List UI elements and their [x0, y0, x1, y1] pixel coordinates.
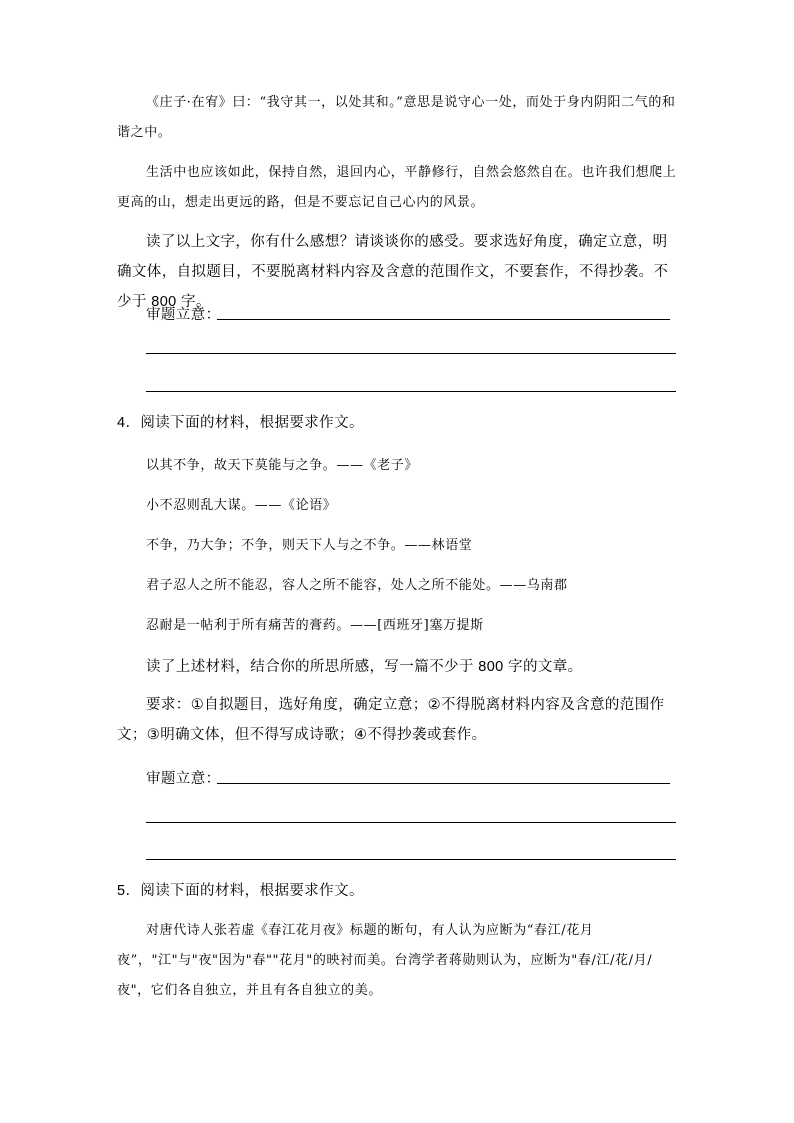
answer-row-2 — [146, 764, 676, 786]
passage-paragraph-1: 《庄子·在宥》曰：“我守其一，以处其和。”意思是说守心一处，而处于身内阴阳二气的和谐之中。 — [117, 95, 676, 140]
answer-blank-line-1a[interactable] — [146, 353, 676, 354]
answer-input-1[interactable] — [217, 319, 670, 320]
question-5-heading: 5．阅读下面的材料，根据要求作文。 — [117, 883, 364, 899]
quote-2: 小不忍则乱大谋。——《论语》 — [146, 498, 337, 513]
answer-label-2: 审题立意： — [146, 771, 221, 787]
answer-blank-line-2a[interactable] — [146, 822, 676, 823]
answer-row-1 — [146, 300, 676, 322]
quote-3: 不争，乃大争；不争，则天下人与之不争。——林语堂 — [146, 538, 473, 553]
answer-label-1: 审题立意： — [146, 307, 221, 323]
question-4-instruction: 读了上述材料，结合你的所思所感，写一篇不少于 800 字的文章。 — [146, 659, 583, 675]
question-5-passage: 对唐代诗人张若虚《春江花月夜》标题的断句，有人认为应断为“春江/花月夜”，"江"与"夜"因为"春""花月"的映衬而美。台湾学者蒋勋则认为，应断为"春/江/花/月/夜"，它们各自独立，并且有各自独立的美。 — [117, 923, 653, 998]
writing-prompt: 读了以上文字，你有什么感想？请谈谈你的感受。要求选好角度，确定立意，明确文体，自拟题目，不要脱离材料内容及含意的范围作文，不要套作，不得抄袭。不少于 800 字。 — [117, 234, 669, 310]
quote-5: 忍耐是一帖利于所有痛苦的膏药。——[西班牙]塞万提斯 — [146, 618, 484, 633]
quote-4: 君子忍人之所不能忍，容人之所不能容，处人之所不能处。——乌南郡 — [146, 578, 568, 593]
answer-blank-line-2b[interactable] — [146, 859, 676, 860]
question-4-heading: 4．阅读下面的材料，根据要求作文。 — [117, 415, 364, 431]
passage-paragraph-2: 生活中也应该如此，保持自然，退回内心，平静修行，自然会悠然自在。也许我们想爬上更高的山，想走出更远的路，但是不要忘记自己心内的风景。 — [117, 165, 677, 210]
quote-1: 以其不争，故天下莫能与之争。——《老子》 — [146, 458, 419, 473]
answer-input-2[interactable] — [217, 783, 670, 784]
question-4-requirements: 要求：①自拟题目，选好角度，确定立意；②不得脱离材料内容及含意的范围作文；③明确文体，但不得写成诗歌；④不得抄袭或套作。 — [117, 697, 665, 743]
answer-blank-line-1b[interactable] — [146, 391, 676, 392]
